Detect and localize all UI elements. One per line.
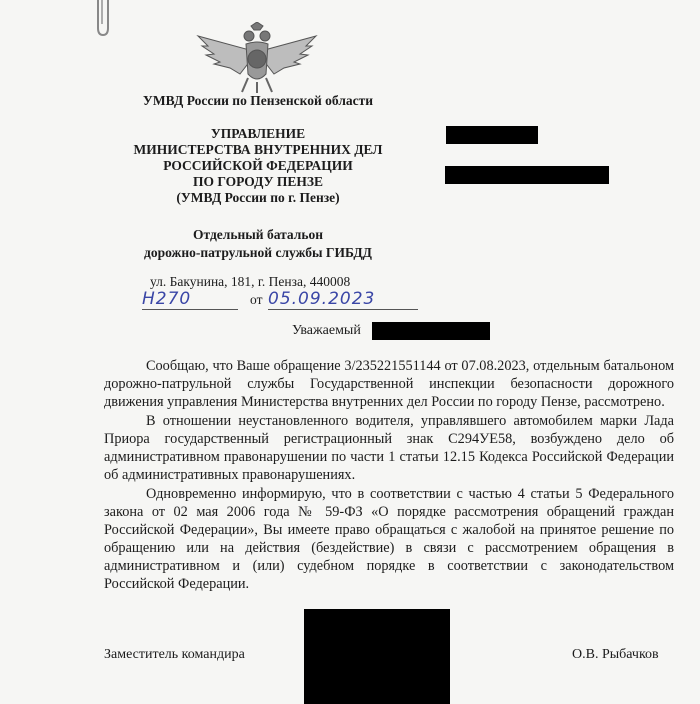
ref-number: Н270 [142, 289, 238, 310]
ref-date: 05.09.2023 [268, 289, 418, 310]
department-line: УПРАВЛЕНИЕ [210, 126, 306, 141]
signatory-position: Заместитель командира [104, 647, 245, 662]
letter-body [104, 357, 674, 594]
redaction-box [445, 166, 609, 184]
battalion-line: Отдельный батальон [192, 227, 324, 242]
redaction-box [304, 609, 450, 704]
battalion-name-block [108, 226, 408, 262]
body-paragraph: Сообщаю, что Ваше обращение 3/235221551144 от 07.08.2023, отдельным батальоном дорожно-патрульной службы Государственной инспекции безопасности дорожного движения управления Министерства внутренних дел России по городу Пензе, рассмотрено. [104, 358, 674, 410]
department-short-line: (УМВД России по г. Пензе) [176, 190, 340, 205]
redaction-box [372, 322, 490, 340]
ref-from-label: от [250, 292, 263, 307]
address-line: ул. Бакунина, 181, г. Пенза, 440008 [150, 274, 351, 289]
body-paragraph: Одновременно информирую, что в соответствии с частью 4 статьи 5 Федерального закона от 02 мая 2006 года № 59-ФЗ «О порядке рассмотрения обращений граждан Российской Федерации», Вы имеете право обращаться с жалобой на принятое решение по обращению или на действия (бездействие) в связи с рассмотрением обращения в административном и (или) судебном порядке в соответствии с законодательством Российской Федерации. [104, 486, 674, 592]
department-line: ПО ГОРОДУ ПЕНЗЕ [193, 174, 323, 189]
department-line: РОССИЙСКОЙ ФЕДЕРАЦИИ [163, 158, 353, 173]
reference-line [142, 289, 422, 313]
department-name-block [108, 126, 408, 206]
body-paragraph: В отношении неустановленного водителя, управлявшего автомобилем марки Лада Приора государственный регистрационный знак С294УЕ58, возбуждено дело об административном правонарушении по части 1 статьи 12.15 Кодекса Российской Федерации об административных правонарушениях. [104, 413, 674, 483]
org-short-name: УМВД России по Пензенской области [142, 93, 374, 108]
greeting: Уважаемый [292, 323, 361, 338]
mvd-double-headed-eagle-icon [196, 22, 318, 94]
battalion-line: дорожно-патрульной службы ГИБДД [144, 245, 372, 260]
redaction-box [446, 126, 538, 144]
paperclip-icon [92, 0, 114, 38]
signatory-name: О.В. Рыбачков [572, 647, 659, 662]
department-line: МИНИСТЕРСТВА ВНУТРЕННИХ ДЕЛ [133, 142, 383, 157]
